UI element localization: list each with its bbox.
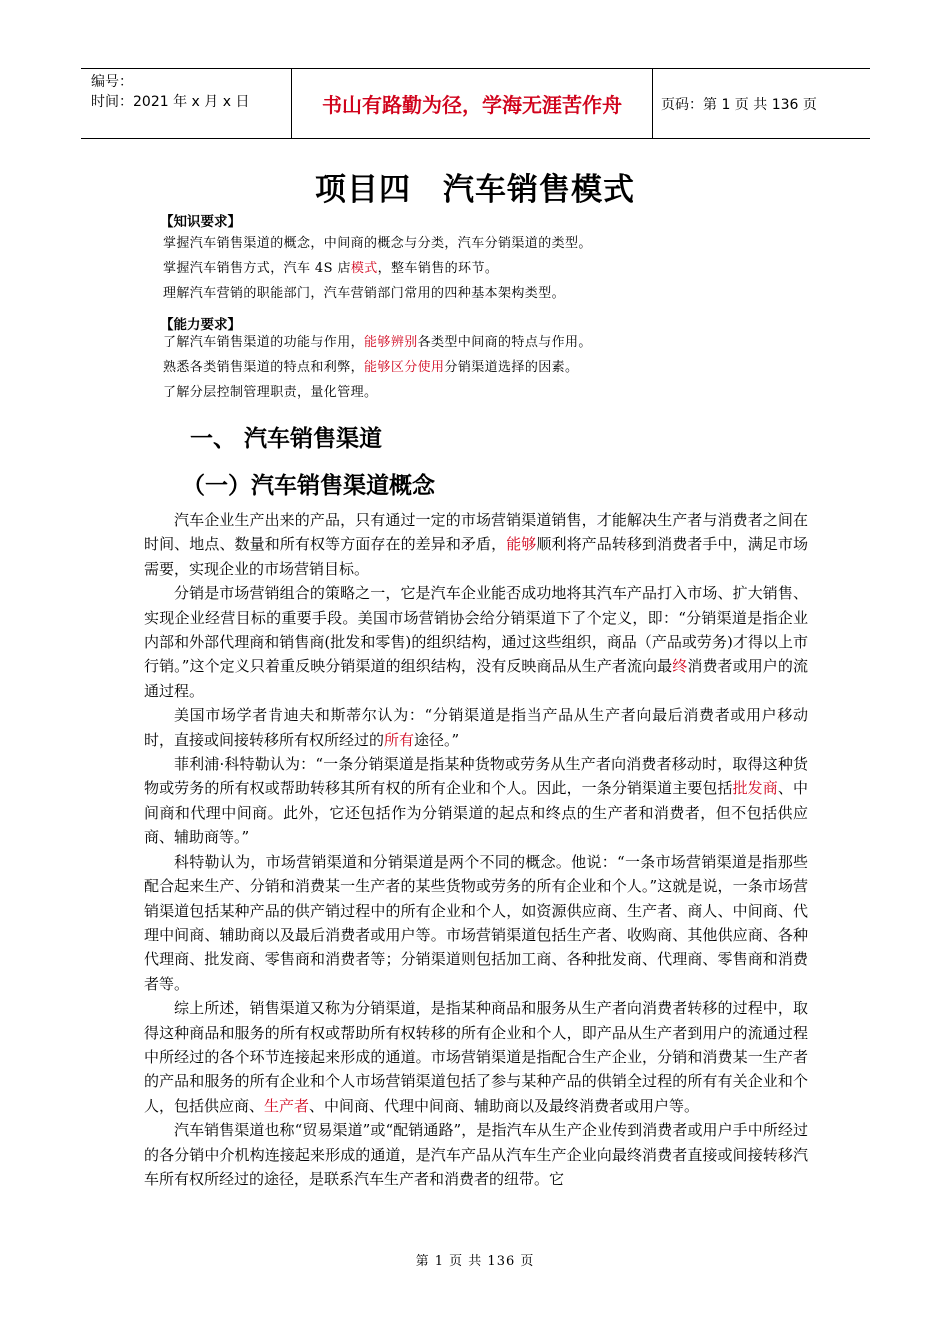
page-title: 项目四 汽车销售模式: [315, 172, 635, 208]
paragraph: [144, 752, 808, 850]
highlight-text: 能够区分使用: [364, 360, 445, 375]
text-segment: 分销是市场营销组合的策略之一，它是汽车企业能否成功地将其汽车产品打入市场、扩大销售、实现企业经营目标的重要手段。美国市场营销协会给分销渠道下了个定义，即：“分销渠道是指企业内部和外部代理商和销售商(批发和零售)的组织结构，通过这些组织，商品（产品或劳务)才得以上市行销。”这个定义只着重反映分销渠道的组织结构，没有反映商品从生产者流向最: [144, 584, 808, 676]
paragraph: 科特勒认为，市场营销渠道和分销渠道是两个不同的概念。他说：“一条市场营销渠道是指那些配合起来生产、分销和消费某一生产者的某些货物或劳务的所有企业和个人。”这就是说，一条市场营销渠道包括某种产品的供产销过程中的所有企业和个人，如资源供应商、生产者、商人、中间商、代理中间商、辅助商以及最后消费者或用户等。市场营销渠道包括生产者、收购商、其他供应商、各种代理商、批发商、零售商和消费者等；分销渠道则包括加工商、各种批发商、代理商、零售商和消费者等。: [144, 852, 808, 993]
text-segment: 熟悉各类销售渠道的特点和利弊，: [163, 360, 365, 375]
header-motto: 书山有路勤为径，学海无涯苦作舟: [291, 69, 653, 138]
paragraph: [144, 581, 808, 703]
knowledge-line-2: [163, 260, 498, 278]
ability-label: 【能力要求】: [160, 317, 241, 333]
page-header: [81, 68, 870, 139]
body-text: [144, 508, 808, 1191]
highlight-text: 能够辨别: [364, 335, 418, 350]
paragraph: [144, 703, 808, 752]
heading-1: 一、 汽车销售渠道: [190, 426, 383, 452]
text-segment: 菲利浦·科特勒认为：“一条分销渠道是指某种货物或劳务从生产者向消费者移动时，取得这种货物或劳务的所有权或帮助转移其所有权的所有企业和个人。因此，一条分销渠道主要包括: [144, 755, 808, 798]
paragraph: [144, 996, 808, 1118]
text-segment: 美国市场学者肯迪夫和斯蒂尔认为：“分销渠道是指当产品从生产者向最后消费者或用户移动时，直接或间接转移所有权所经过的: [144, 706, 808, 749]
knowledge-line-3: 理解汽车营销的职能部门，汽车营销部门常用的四种基本架构类型。: [163, 286, 566, 301]
highlight-text: 能够: [506, 535, 537, 554]
paragraph: 汽车销售渠道也称“贸易渠道”或“配销通路”，是指汽车从生产企业传到消费者或用户手中所经过的各分销中介机构连接起来形成的通道，是汽车产品从汽车生产企业向最终消费者直接或间接转移汽车所有权所经过的途径，是联系汽车生产者和消费者的纽带。它: [144, 1121, 808, 1188]
ability-line-1: [163, 334, 592, 352]
paragraph: [144, 508, 808, 581]
highlight-text: 模式: [350, 261, 378, 276]
text-segment: 、中间商和代理中间商。此外，它还包括作为分销渠道的起点和终点的生产者和消费者，但不包括供应商、辅助商等。”: [144, 779, 808, 847]
ability-line-2: [163, 359, 578, 377]
page-footer: 第 1 页 共 136 页: [415, 1254, 535, 1269]
heading-2: （一）汽车销售渠道概念: [182, 473, 435, 499]
ability-line-3: 了解分层控制管理职责，量化管理。: [163, 385, 378, 400]
highlight-text: 生产者: [264, 1096, 310, 1115]
text-segment: 汽车企业生产出来的产品，只有通过一定的市场营销渠道销售，才能解决生产者与消费者之间在时间、地点、数量和所有权等方面存在的差异和矛盾，: [144, 511, 808, 554]
knowledge-line-1: 掌握汽车销售渠道的概念，中间商的概念与分类，汽车分销渠道的类型。: [163, 236, 592, 251]
header-page-label: 页码：第 1 页 共 136 页: [661, 96, 817, 113]
header-date-label: 时间：2021 年 x 月 x 日: [91, 94, 250, 110]
header-meta: [91, 72, 291, 112]
text-segment: 综上所述，销售渠道又称为分销渠道，是指某种商品和服务从生产者向消费者转移的过程中，取得这种商品和服务的所有权或帮助所有权转移的所有企业和个人，即产品从生产者到用户的流通过程中所经过的各个环节连接起来形成的通道。市场营销渠道是指配合生产企业，分销和消费某一生产者的产品和服务的所有企业和个人市场营销渠道包括了参与某种产品的供销全过程的所有有关企业和个人，包括供应商、: [144, 999, 808, 1115]
text-segment: ，整车销售的环节。: [377, 261, 499, 276]
text-segment: 各类型中间商的特点与作用。: [417, 335, 592, 350]
text-segment: 途径。”: [414, 730, 460, 749]
text-segment: 掌握汽车销售方式，汽车 4S 店: [163, 261, 351, 276]
header-number-label: 编号：: [91, 74, 133, 90]
text-segment: 消费者或用户的流通过程。: [144, 657, 808, 700]
text-segment: 、中间商、代理中间商、辅助商以及最终消费者或用户等。: [309, 1096, 700, 1115]
highlight-text: 终: [672, 657, 688, 676]
knowledge-label: 【知识要求】: [160, 214, 241, 230]
text-segment: 了解汽车销售渠道的功能与作用，: [163, 335, 365, 350]
text-segment: 顺利将产品转移到消费者手中，满足市场需要，实现企业的市场营销目标。: [144, 535, 808, 578]
highlight-text: 所有: [384, 730, 415, 749]
text-segment: 分销渠道选择的因素。: [444, 360, 579, 375]
highlight-text: 批发商: [732, 779, 778, 798]
